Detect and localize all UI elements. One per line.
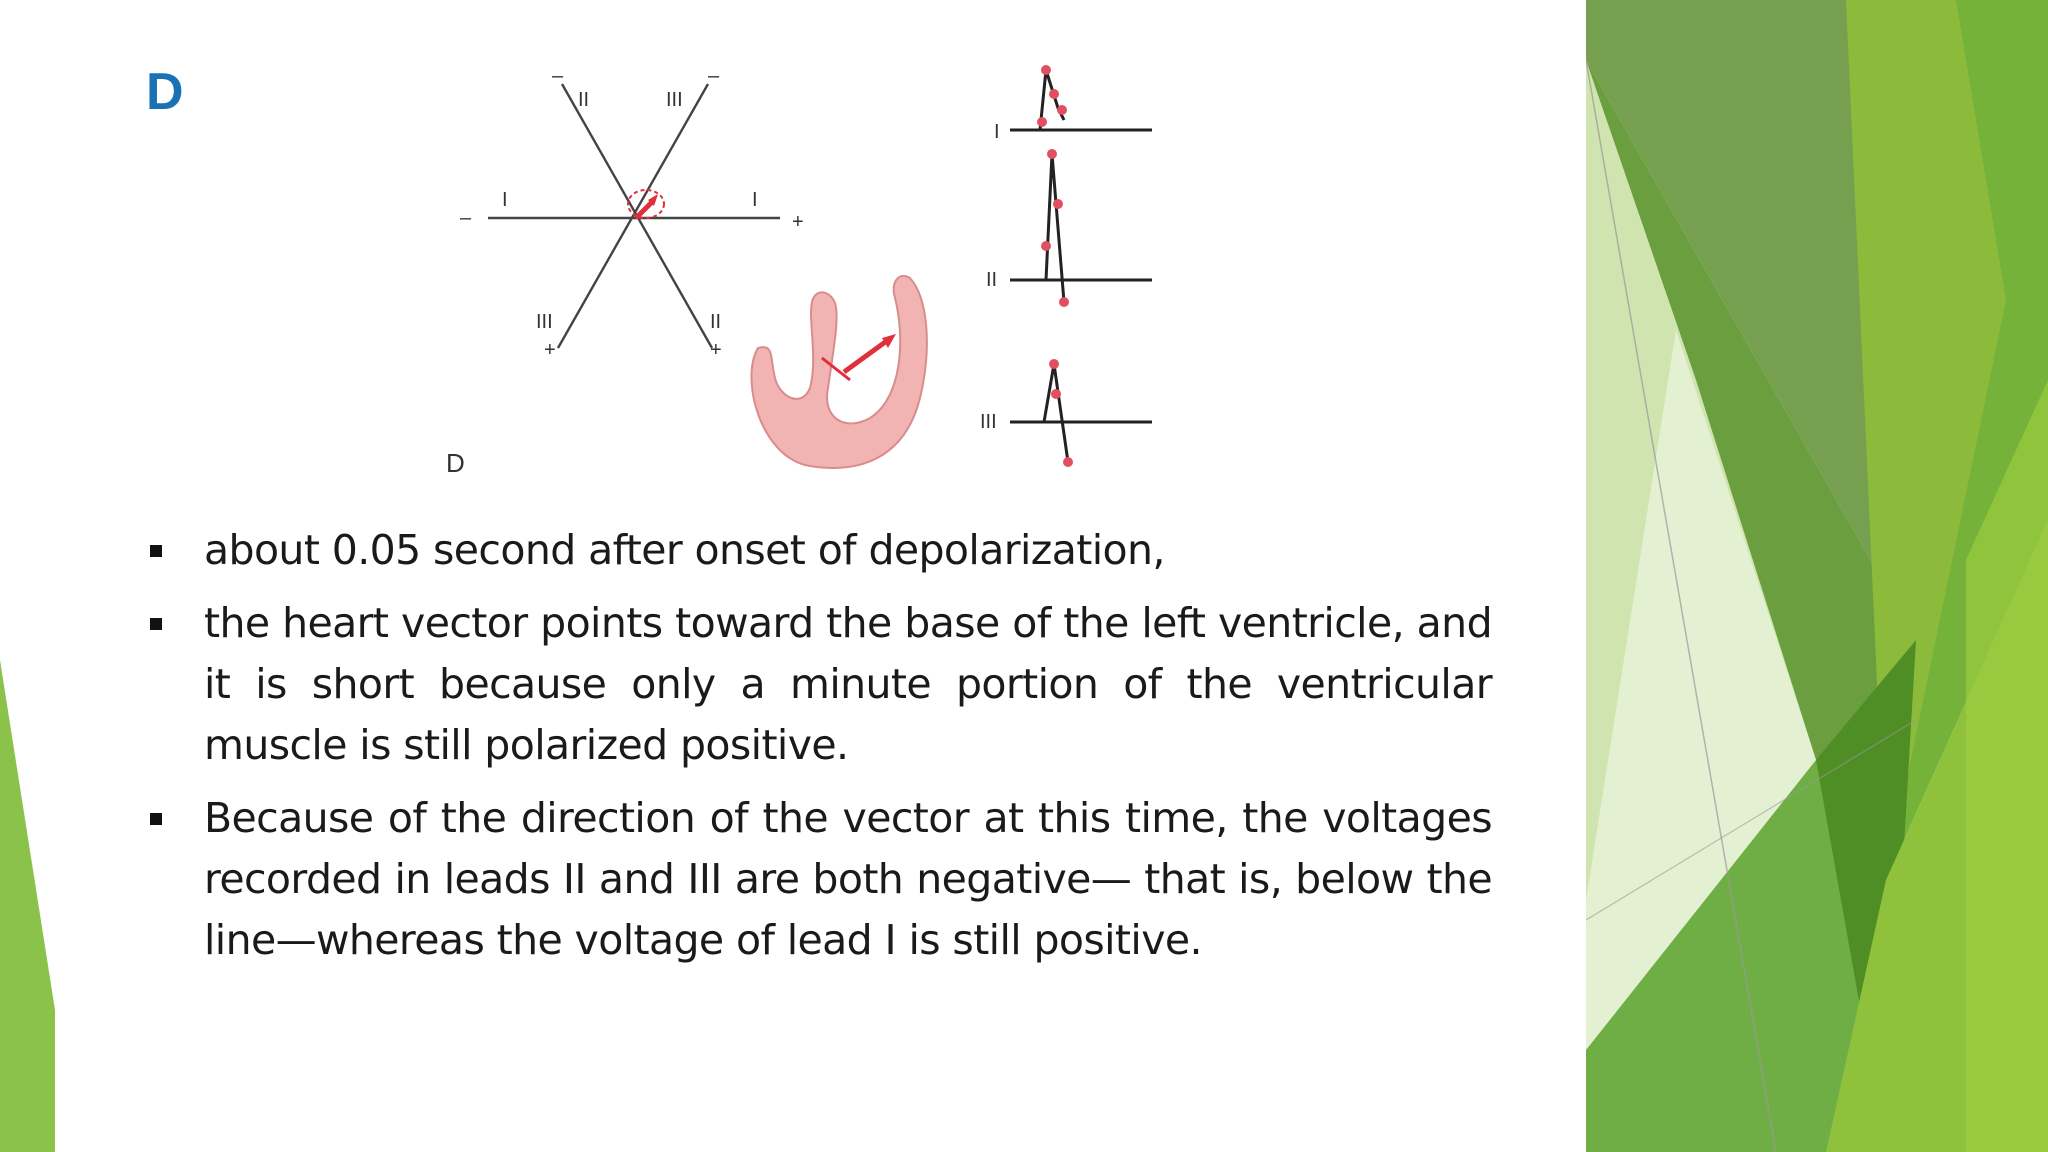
left-green-decoration bbox=[0, 0, 60, 1152]
lead-I-plus-sign: + bbox=[792, 211, 804, 233]
bullet-item bbox=[144, 520, 1492, 581]
lead-I-left-label: I bbox=[502, 189, 508, 211]
lead-III-axis bbox=[558, 84, 708, 348]
bullet-square-icon bbox=[150, 545, 162, 557]
bullet-text: about 0.05 second after onset of depolarization, bbox=[204, 526, 1165, 574]
lead-II-plus-sign: + bbox=[710, 339, 722, 361]
lead-I-minus-sign: – bbox=[460, 207, 472, 229]
ecg-traces bbox=[1010, 70, 1152, 462]
bullet-text: the heart vector points toward the base of the left ventricle, and it is short because only a minute portion of the ventricular muscle is still polarized positive. bbox=[204, 599, 1492, 769]
bullet-square-icon bbox=[150, 618, 162, 630]
bullet-item bbox=[144, 593, 1492, 776]
ventricle-drawing bbox=[751, 276, 926, 468]
lead-II-bottom-label: II bbox=[710, 311, 722, 333]
heart-vector-figure bbox=[440, 58, 1180, 498]
lead-III-plus-sign: + bbox=[544, 339, 556, 361]
trace-label-II: II bbox=[986, 269, 998, 291]
lead-II-minus-sign: – bbox=[552, 65, 564, 87]
bullet-square-icon bbox=[150, 813, 162, 825]
trace-lead-I bbox=[1010, 70, 1152, 130]
slide-heading: D bbox=[146, 63, 184, 121]
lead-II-top-label: II bbox=[578, 89, 590, 111]
right-green-decoration bbox=[1586, 0, 2048, 1152]
trace-lead-II bbox=[1010, 154, 1152, 302]
lead-III-minus-sign: – bbox=[708, 65, 720, 87]
lead-III-top-label: III bbox=[666, 89, 683, 111]
trace-label-III: III bbox=[980, 411, 997, 433]
lead-axes bbox=[488, 84, 780, 348]
bullet-text: Because of the direction of the vector at this time, the voltages recorded in leads II and III are both negative— that is, below the line—whereas the voltage of lead I is still positive. bbox=[204, 794, 1492, 964]
bullet-item bbox=[144, 788, 1492, 971]
lead-I-right-label: I bbox=[752, 189, 758, 211]
trace-lead-III bbox=[1010, 364, 1152, 462]
bullet-list bbox=[144, 520, 1492, 983]
trace-label-I: I bbox=[994, 121, 1000, 143]
panel-label: D bbox=[446, 448, 465, 478]
lead-III-bottom-label: III bbox=[536, 311, 553, 333]
ecg-markers bbox=[1037, 65, 1073, 467]
